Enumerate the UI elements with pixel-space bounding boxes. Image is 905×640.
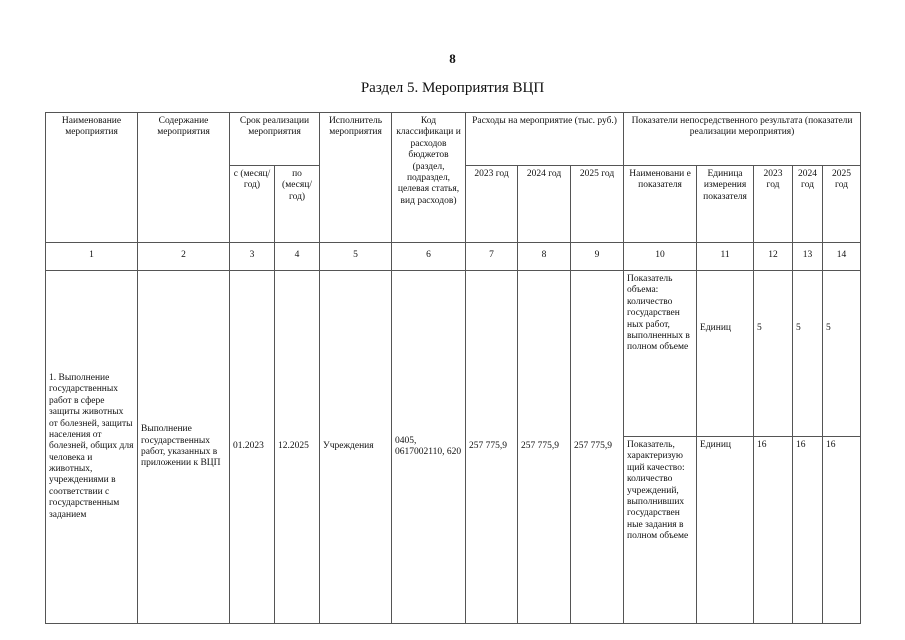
header-code: Код классификаци и расходов бюджетов (раздел, подраздел, целевая статья, вид расходов)	[392, 113, 466, 243]
table-row	[46, 271, 861, 437]
column-number: 12	[754, 243, 793, 271]
measure-exp-2023: 257 775,9	[466, 271, 518, 624]
column-number: 1	[46, 243, 138, 271]
section-title: Раздел 5. Мероприятия ВЦП	[360, 80, 545, 96]
indicator-2024: 16	[793, 437, 823, 624]
column-number: 4	[275, 243, 320, 271]
indicator-2024: 5	[793, 271, 823, 437]
indicator-2025: 16	[823, 437, 861, 624]
measure-exp-2024: 257 775,9	[518, 271, 571, 624]
indicator-name: Показатель объема: количество государствен ных работ, выполненных в полном объеме	[624, 271, 697, 437]
header-exp-2025: 2025 год	[571, 166, 624, 243]
header-term: Срок реализации мероприятия	[230, 113, 320, 166]
column-number: 8	[518, 243, 571, 271]
header-executor: Исполнитель мероприятия	[320, 113, 392, 243]
indicator-2025: 5	[823, 271, 861, 437]
measure-exp-2025: 257 775,9	[571, 271, 624, 624]
column-number-row	[46, 243, 861, 271]
column-number: 2	[138, 243, 230, 271]
header-ind-2024: 2024 год	[793, 166, 823, 243]
header-ind-name: Наименовани е показателя	[624, 166, 697, 243]
column-number: 3	[230, 243, 275, 271]
measure-name: 1. Выполнение государственных работ в сфере защиты животных от болезней, защиты населения от болезней, общих для человека и животных, учреждениями в соответствии с государственным заданием	[46, 271, 138, 624]
column-number: 13	[793, 243, 823, 271]
measure-executor: Учреждения	[320, 271, 392, 624]
measure-to: 12.2025	[275, 271, 320, 624]
column-number: 7	[466, 243, 518, 271]
header-term-from: с (месяц/ год)	[230, 166, 275, 243]
header-exp-2023: 2023 год	[466, 166, 518, 243]
measure-content: Выполнение государственных работ, указанных в приложении к ВЦП	[138, 271, 230, 624]
header-ind-unit: Единица измерения показателя	[697, 166, 754, 243]
header-term-to: по (месяц/ год)	[275, 166, 320, 243]
page-number: 8	[449, 51, 456, 66]
header-row-1	[46, 113, 861, 166]
measures-table	[45, 112, 861, 624]
column-number: 5	[320, 243, 392, 271]
column-number: 10	[624, 243, 697, 271]
column-number: 14	[823, 243, 861, 271]
indicator-unit: Единиц	[697, 271, 754, 437]
indicator-2023: 16	[754, 437, 793, 624]
measure-code: 0405, 0617002110, 620	[392, 271, 466, 624]
header-ind-2025: 2025 год	[823, 166, 861, 243]
column-number: 11	[697, 243, 754, 271]
header-indicators: Показатели непосредственного результата (показатели реализации мероприятия)	[624, 113, 861, 166]
header-exp-2024: 2024 год	[518, 166, 571, 243]
indicator-name: Показатель, характеризую щий качество: количество учреждений, выполнивших государствен ные задания в полном объеме	[624, 437, 697, 624]
header-content: Содержание мероприятия	[138, 113, 230, 243]
measure-from: 01.2023	[230, 271, 275, 624]
header-ind-2023: 2023 год	[754, 166, 793, 243]
header-name: Наименование мероприятия	[46, 113, 138, 243]
header-expenses: Расходы на мероприятие (тыс. руб.)	[466, 113, 624, 166]
indicator-2023: 5	[754, 271, 793, 437]
column-number: 9	[571, 243, 624, 271]
indicator-unit: Единиц	[697, 437, 754, 624]
column-number: 6	[392, 243, 466, 271]
